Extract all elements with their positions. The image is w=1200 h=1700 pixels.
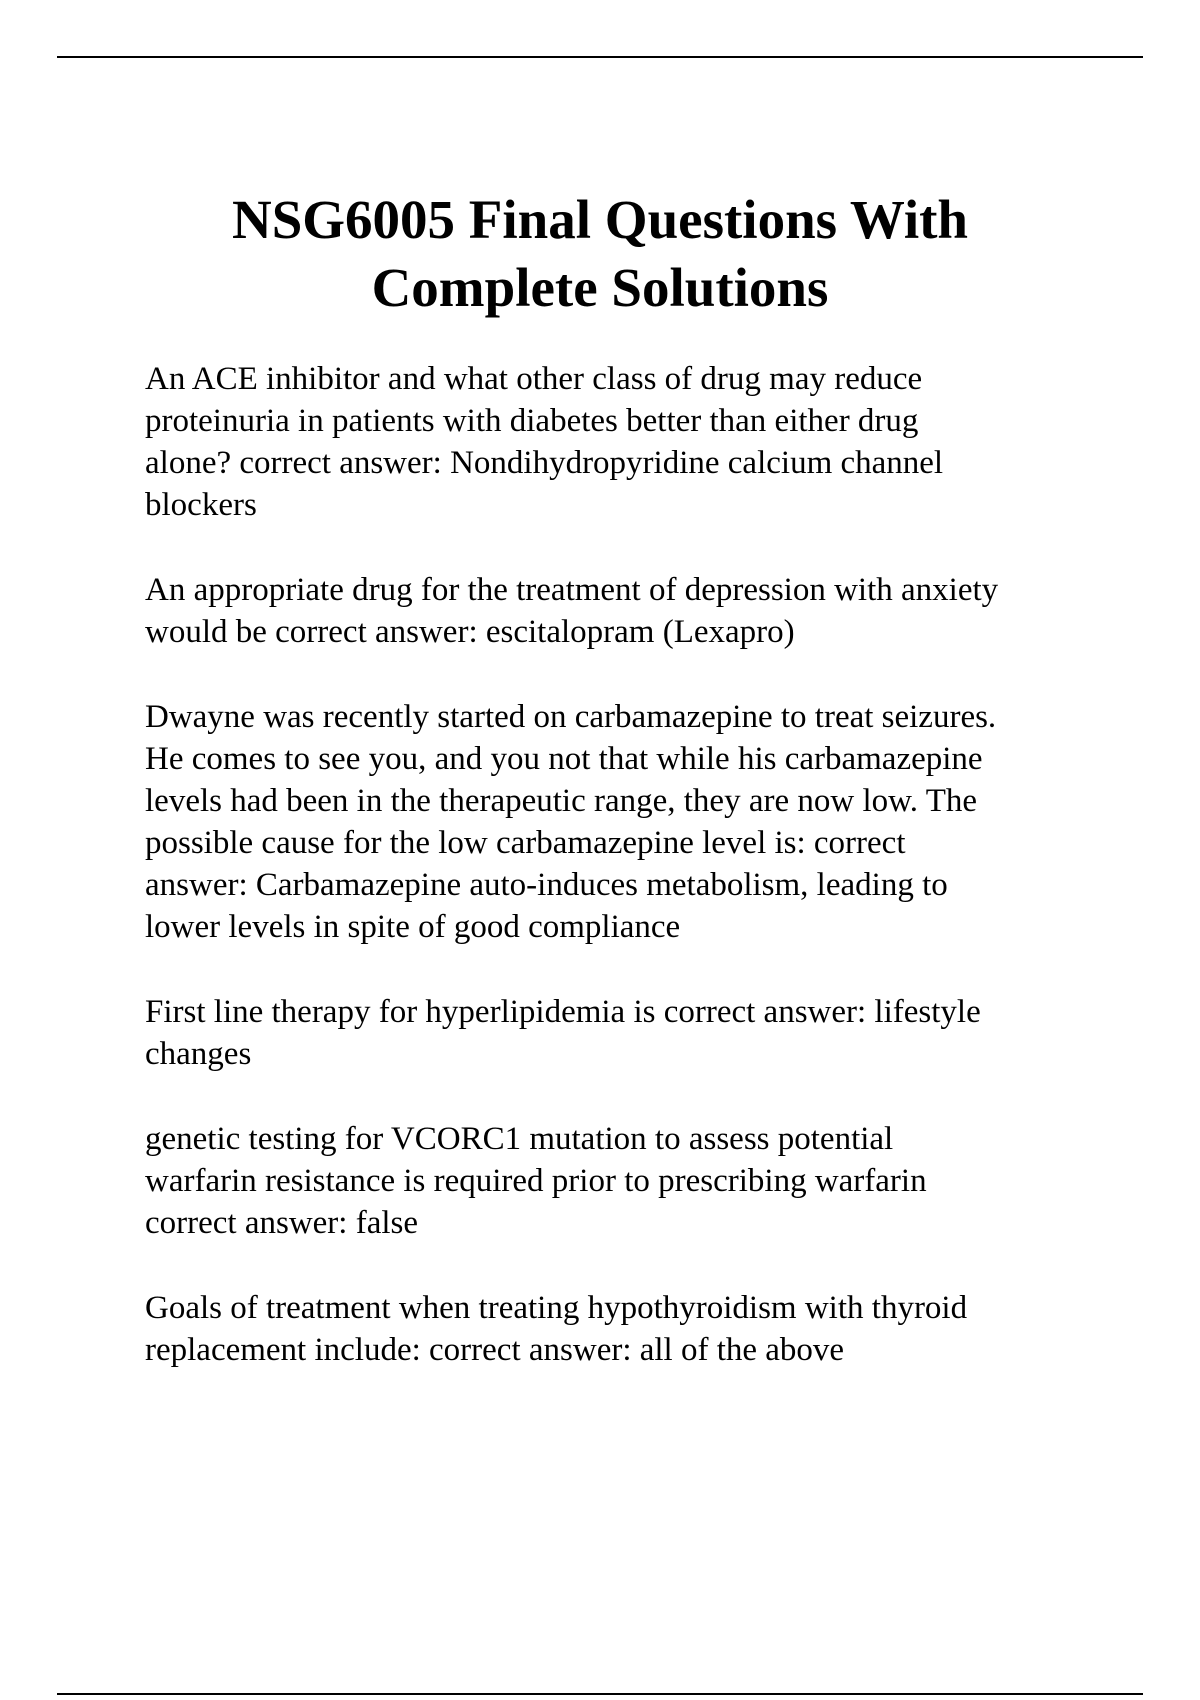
bottom-divider <box>57 1693 1143 1695</box>
qa-line: genetic testing for VCORC1 mutation to assess potential <box>145 1121 894 1157</box>
qa-line: warfarin resistance is required prior to prescribing warfarin <box>145 1163 927 1199</box>
top-divider <box>57 56 1143 58</box>
qa-entry <box>145 1287 1145 1371</box>
qa-line: He comes to see you, and you not that while his carbamazepine <box>145 741 983 777</box>
qa-line: Dwayne was recently started on carbamazepine to treat seizures. <box>145 699 997 735</box>
qa-entry <box>145 696 1145 948</box>
qa-list <box>145 358 1145 1414</box>
qa-line: blockers <box>145 487 257 523</box>
document-title <box>100 186 1100 322</box>
qa-line: changes <box>145 1036 252 1072</box>
qa-line: First line therapy for hyperlipidemia is correct answer: lifestyle <box>145 994 981 1030</box>
qa-entry <box>145 991 1145 1075</box>
qa-line: would be correct answer: escitalopram (Lexapro) <box>145 614 795 650</box>
document-title-line: NSG6005 Final Questions With <box>231 189 969 250</box>
document-title-line: Complete Solutions <box>371 257 829 318</box>
qa-entry <box>145 1118 1145 1244</box>
qa-line: An appropriate drug for the treatment of depression with anxiety <box>145 572 999 608</box>
qa-line: levels had been in the therapeutic range, they are now low. The <box>145 783 978 819</box>
qa-line: An ACE inhibitor and what other class of drug may reduce <box>145 361 923 397</box>
qa-line: possible cause for the low carbamazepine level is: correct <box>145 825 906 861</box>
qa-entry <box>145 569 1145 653</box>
qa-line: correct answer: false <box>145 1205 419 1241</box>
qa-line: Goals of treatment when treating hypothyroidism with thyroid <box>145 1290 968 1326</box>
qa-line: alone? correct answer: Nondihydropyridine calcium channel <box>145 445 944 481</box>
qa-line: replacement include: correct answer: all of the above <box>145 1332 845 1368</box>
qa-entry <box>145 358 1145 526</box>
qa-line: answer: Carbamazepine auto-induces metabolism, leading to <box>145 867 948 903</box>
qa-line: proteinuria in patients with diabetes better than either drug <box>145 403 919 439</box>
qa-line: lower levels in spite of good compliance <box>145 909 681 945</box>
